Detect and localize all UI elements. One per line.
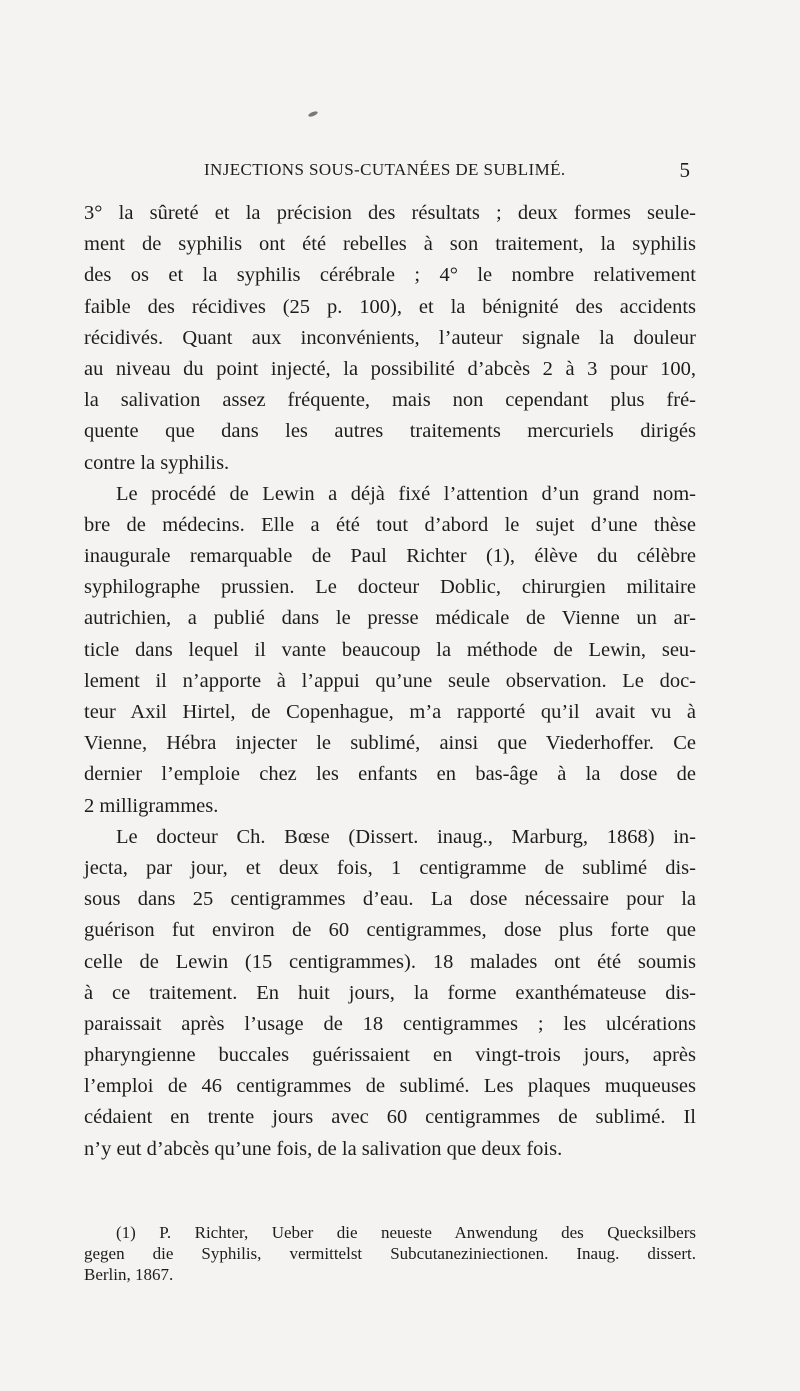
- text-line: au niveau du point injecté, la possibilité d’abcès 2 à 3 pour 100,: [84, 357, 696, 380]
- text-line: n’y eut d’abcès qu’une fois, de la salivation que deux fois.: [84, 1137, 563, 1160]
- text-line: teur Axil Hirtel, de Copenhague, m’a rapporté qu’il avait vu à: [84, 701, 696, 723]
- text-line: à ce traitement. En huit jours, la forme exanthémateuse dis-: [84, 981, 696, 1004]
- text-line: dernier l’emploie chez les enfants en bas-âge à la dose de: [84, 763, 696, 786]
- text-line: ticle dans lequel il vante beaucoup la méthode de Lewin, seu-: [84, 638, 696, 661]
- text-line: syphilographe prussien. Le docteur Doblic, chirurgien militaire: [84, 576, 696, 599]
- text-line: cédaient en trente jours avec 60 centigrammes de sublimé. Il: [84, 1106, 696, 1129]
- text-line: Le procédé de Lewin a déjà fixé l’attention d’un grand nom-: [116, 482, 696, 505]
- text-line: contre la syphilis.: [84, 451, 230, 474]
- text-line: paraissait après l’usage de 18 centigrammes ; les ulcérations: [84, 1012, 696, 1035]
- text-line: inaugurale remarquable de Paul Richter (1), élève du célèbre: [84, 545, 696, 568]
- running-title: INJECTIONS SOUS-CUTANÉES DE SUBLIMÉ.: [204, 160, 566, 179]
- text-line: quente que dans les autres traitements mercuriels dirigés: [84, 420, 696, 443]
- text-line: guérison fut environ de 60 centigrammes, dose plus forte que: [84, 919, 696, 942]
- text-line: pharyngienne buccales guérissaient en vingt-trois jours, après: [84, 1044, 696, 1067]
- text-line: la salivation assez fréquente, mais non cependant plus fré-: [84, 389, 696, 412]
- text-line: 3° la sûreté et la précision des résultats ; deux formes seule-: [84, 202, 696, 224]
- footnote: [84, 1222, 696, 1285]
- text-line: récidivés. Quant aux inconvénients, l’auteur signale la douleur: [84, 326, 696, 349]
- text-line: ment de syphilis ont été rebelles à son traitement, la syphilis: [84, 233, 696, 256]
- text-line: des os et la syphilis cérébrale ; 4° le nombre relativement: [84, 264, 696, 287]
- footnote-line: (1) P. Richter, Ueber die neueste Anwendung des Quecksilbers: [116, 1223, 696, 1242]
- ink-speck: [308, 110, 319, 117]
- text-line: sous dans 25 centigrammes d’eau. La dose nécessaire pour la: [84, 888, 696, 911]
- text-line: faible des récidives (25 p. 100), et la bénignité des accidents: [84, 295, 696, 318]
- text-line: celle de Lewin (15 centigrammes). 18 malades ont été soumis: [84, 950, 696, 973]
- running-head: [84, 160, 696, 186]
- paragraph-1: [84, 198, 696, 479]
- footnote-line: Berlin, 1867.: [84, 1265, 174, 1284]
- body-text: [84, 198, 696, 1165]
- text-line: 2 milligrammes.: [84, 794, 219, 817]
- page-number: 5: [679, 158, 690, 182]
- text-line: lement il n’apporte à l’appui qu’une seule observation. Le doc-: [84, 669, 696, 692]
- text-line: Vienne, Hébra injecter le sublimé, ainsi que Viederhoffer. Ce: [84, 732, 696, 755]
- text-line: l’emploi de 46 centigrammes de sublimé. Les plaques muqueuses: [84, 1075, 696, 1098]
- paragraph-2: [84, 479, 696, 822]
- text-line: jecta, par jour, et deux fois, 1 centigramme de sublimé dis-: [84, 856, 696, 879]
- book-page: [84, 0, 696, 1391]
- text-line: Le docteur Ch. Bœse (Dissert. inaug., Marburg, 1868) in-: [116, 825, 696, 848]
- text-line: autrichien, a publié dans le presse médicale de Vienne un ar-: [84, 607, 696, 630]
- paragraph-3: [84, 822, 696, 1165]
- footnote-line: gegen die Syphilis, vermittelst Subcutaneziniectionen. Inaug. dissert.: [84, 1244, 696, 1263]
- text-line: bre de médecins. Elle a été tout d’abord le sujet d’une thèse: [84, 513, 696, 536]
